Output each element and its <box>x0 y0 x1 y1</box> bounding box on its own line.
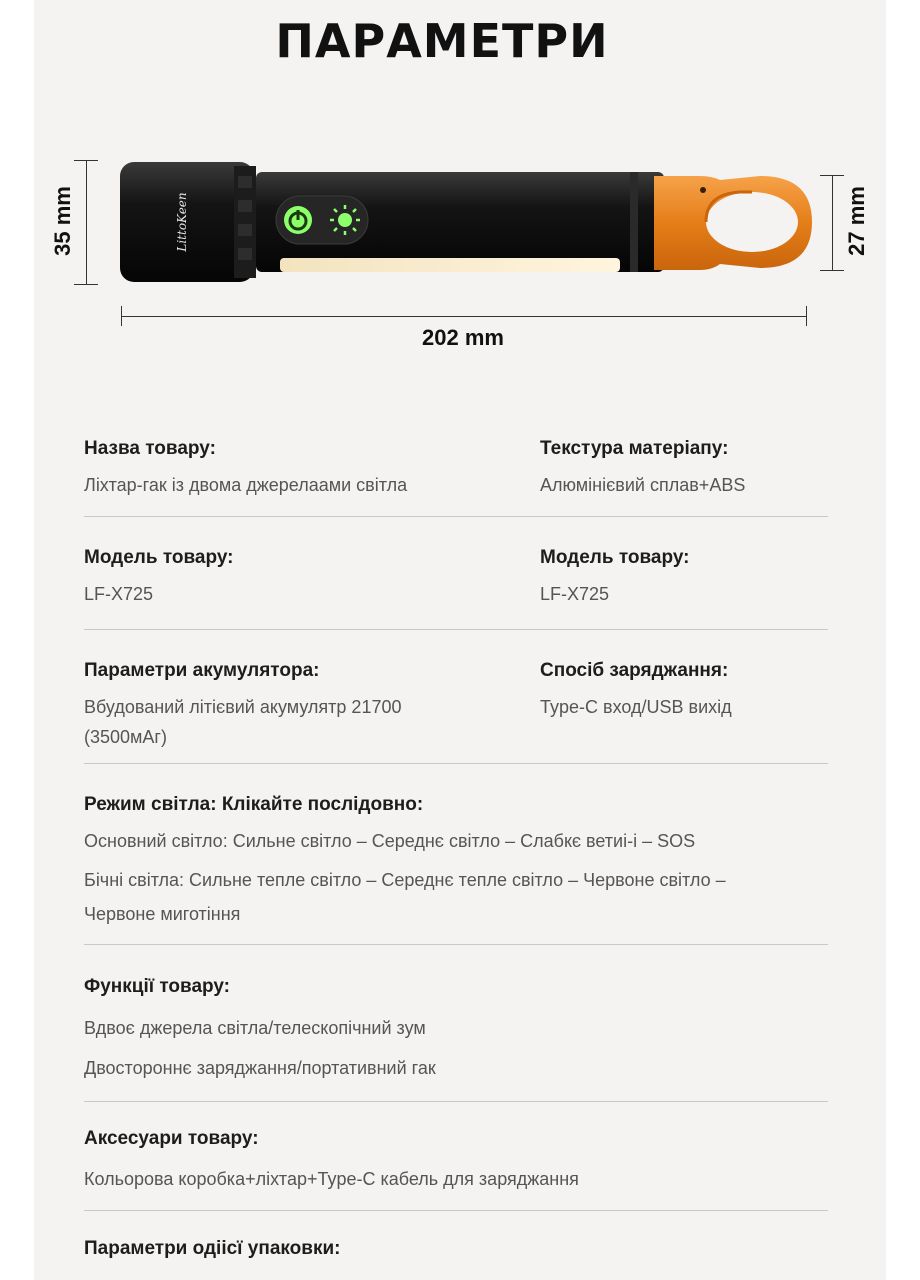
head-diameter-label: 35 mm <box>50 186 75 256</box>
spec-row-battery <box>84 652 828 764</box>
light-mode-main: Основний світло: Сильне світло – Середнє світло – Слабкє ветиі-і – SOS <box>84 831 696 851</box>
light-mode-label: Режим світла: Клікайте послідовно: <box>84 794 424 815</box>
functions-label: Функції товару: <box>84 976 231 997</box>
charging-value: Type-C вход/USB вихід <box>540 697 732 717</box>
spec-row-light-mode <box>84 786 828 945</box>
page-title: ПАРАМЕТРИ <box>275 14 609 68</box>
package-label: Параметри одіісї упаковки: <box>84 1238 341 1259</box>
material-label: Текстура матеріапу: <box>540 438 729 459</box>
model-value-right: LF-X725 <box>540 584 610 604</box>
model-label: Модель товару: <box>84 547 234 568</box>
battery-label: Параметри акумулятора: <box>84 660 320 681</box>
battery-value-capacity: (3500мАг) <box>84 727 167 747</box>
spec-row-package <box>84 1232 828 1278</box>
functions-value-2: Двостороннє заряджання/портативний гак <box>84 1058 436 1078</box>
accessories-label: Аксесуари товару: <box>84 1128 259 1149</box>
length-label: 202 mm <box>422 325 504 350</box>
material-value: Алюмінієвий сплав+ABS <box>540 475 746 495</box>
flashlight-image <box>0 0 920 400</box>
product-illustration <box>0 0 920 400</box>
accessories-value: Кольорова коробка+ліхтар+Type-C кабель для заряджання <box>84 1169 579 1189</box>
spec-row-model <box>84 541 828 630</box>
light-mode-side: Бічні світла: Сильне тепле світло – Середнє тепле світло – Червоне світло – <box>84 870 726 890</box>
battery-value: Вбудований літієвий акумулятр 21700 <box>84 697 402 717</box>
model-label-right: Модель товару: <box>540 547 690 568</box>
product-name-label: Назва товару: <box>84 438 216 459</box>
body-diameter-label: 27 mm <box>844 186 869 256</box>
spec-row-accessories <box>84 1122 828 1211</box>
functions-value-1: Вдвоє джерела світла/телескопічний зум <box>84 1018 426 1038</box>
spec-row-functions <box>84 968 828 1102</box>
charging-label: Спосіб заряджання: <box>540 660 729 681</box>
side-light-strip <box>280 258 620 272</box>
light-mode-side-cont: Червоне миготіння <box>84 904 241 924</box>
model-value: LF-X725 <box>84 584 154 604</box>
brand-logo: LittoKeen <box>175 192 189 252</box>
spec-row-name <box>84 432 828 517</box>
product-name-value: Ліхтар-гак із двома джерелаами світла <box>84 475 408 495</box>
